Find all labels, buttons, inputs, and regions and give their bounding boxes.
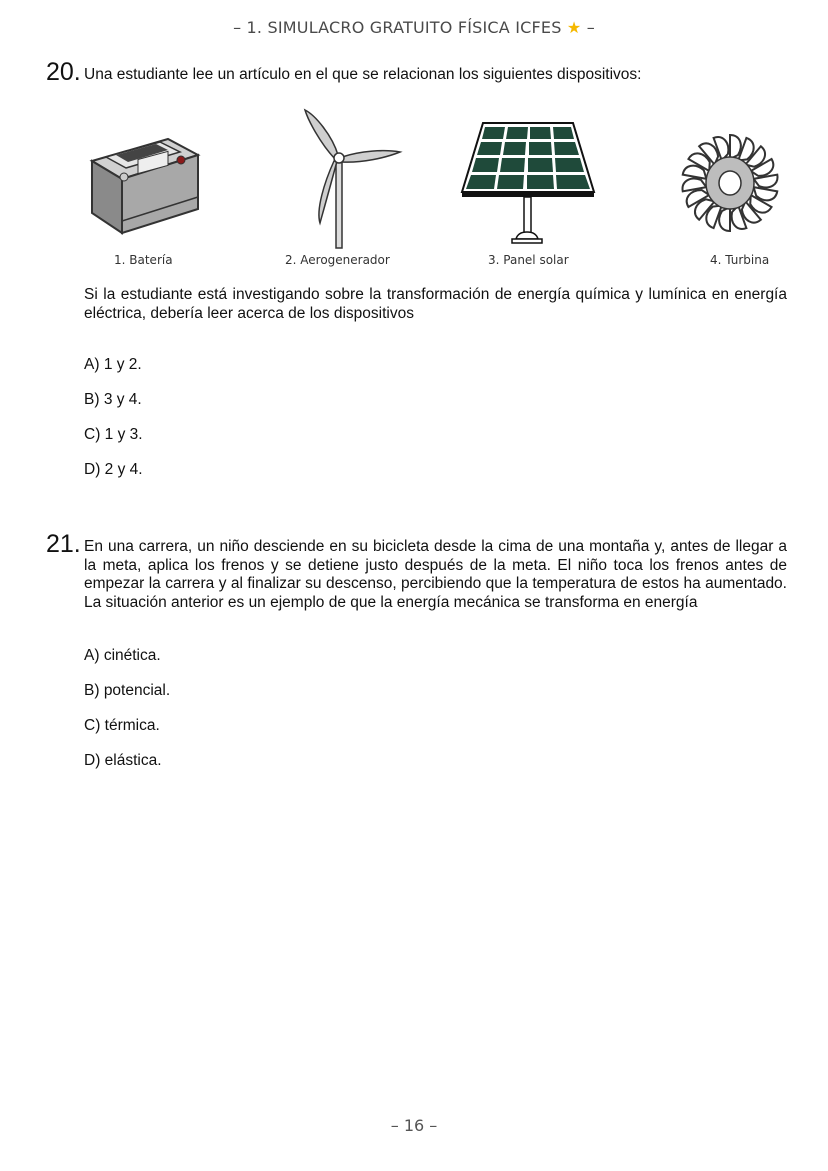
device-label-battery: 1. Batería	[114, 253, 173, 267]
device-label-turbine: 4. Turbina	[710, 253, 770, 267]
option-letter: A)	[84, 356, 100, 373]
wind-turbine-icon	[280, 105, 410, 250]
question-21-options	[84, 647, 170, 787]
option-text: 2 y 4.	[104, 461, 143, 478]
option-21-b[interactable]	[84, 682, 170, 717]
device-battery	[80, 105, 220, 270]
device-solar-panel	[458, 105, 598, 270]
option-text: cinética.	[103, 647, 161, 664]
question-20-options	[84, 356, 143, 496]
option-21-a[interactable]	[84, 647, 170, 682]
page-header	[0, 18, 828, 37]
solar-panel-icon	[458, 105, 598, 250]
option-letter: C)	[84, 717, 101, 734]
header-title: – 1. SIMULACRO GRATUITO FÍSICA ICFES	[233, 18, 562, 37]
option-21-d[interactable]	[84, 752, 170, 787]
option-text: elástica.	[104, 752, 162, 769]
option-letter: D)	[84, 461, 101, 478]
option-letter: D)	[84, 752, 101, 769]
option-text: 3 y 4.	[103, 391, 142, 408]
question-20-lead: Una estudiante lee un artículo en el que se relacionan los siguientes dispositivos:	[84, 66, 642, 83]
option-text: 1 y 2.	[103, 356, 142, 373]
option-21-c[interactable]	[84, 717, 170, 752]
option-20-a[interactable]	[84, 356, 143, 391]
option-20-c[interactable]	[84, 426, 143, 461]
battery-icon	[80, 105, 210, 245]
turbine-icon	[678, 105, 788, 245]
option-text: potencial.	[103, 682, 171, 699]
question-20-stem: Si la estudiante está investigando sobre la transformación de energía química y lumínica en energía eléctrica, debería leer acerca de los dispositivos	[84, 286, 787, 322]
page-number: – 16 –	[390, 1116, 438, 1135]
option-text: 1 y 3.	[104, 426, 143, 443]
question-number-21: 21.	[46, 530, 81, 558]
device-turbine	[678, 105, 788, 270]
option-20-b[interactable]	[84, 391, 143, 426]
device-label-solar-panel: 3. Panel solar	[488, 253, 569, 267]
question-number-20: 20.	[46, 58, 81, 86]
option-20-d[interactable]	[84, 461, 143, 496]
device-label-wind-turbine: 2. Aerogenerador	[285, 253, 390, 267]
device-figure	[80, 105, 800, 270]
device-wind-turbine	[280, 105, 410, 270]
option-letter: B)	[84, 682, 100, 699]
option-letter: A)	[84, 647, 100, 664]
option-text: térmica.	[104, 717, 160, 734]
question-21-stem: En una carrera, un niño desciende en su bicicleta desde la cima de una montaña y, antes de llegar a la meta, aplica los frenos y se detiene justo después de la meta. El niño toca los frenos antes de empezar la carrera y al finalizar su descenso, percibiendo que la temperatura de estos ha aumentado. La situación anterior es un ejemplo de que la energía mecánica se transforma en energía	[84, 538, 787, 611]
star-icon: ★	[566, 18, 582, 37]
option-letter: B)	[84, 391, 100, 408]
header-suffix: –	[586, 18, 595, 37]
option-letter: C)	[84, 426, 101, 443]
